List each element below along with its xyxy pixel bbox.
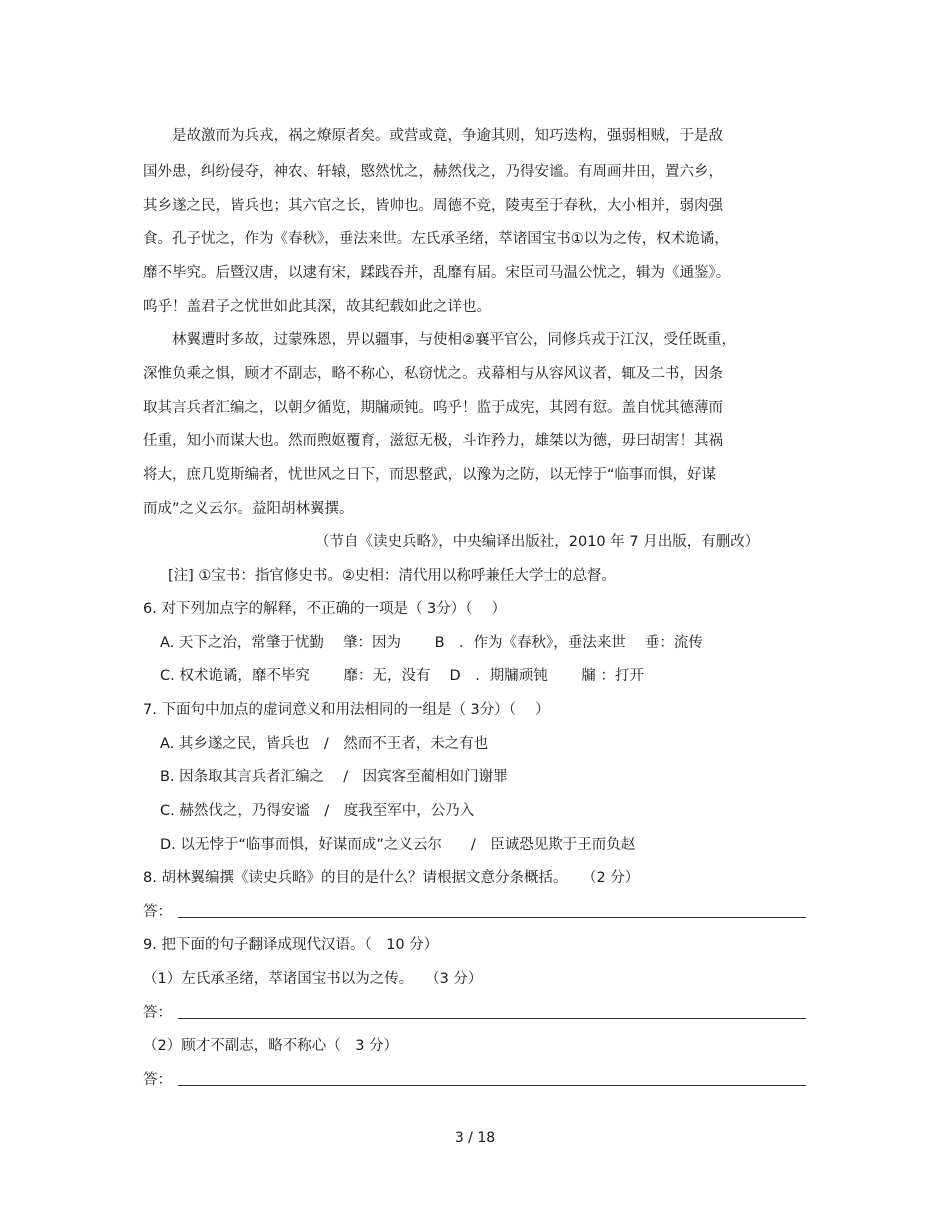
question-7-option-a: A. 其乡遂之民，皆兵也 / 然而不王者，未之有也: [160, 736, 489, 752]
question-9-sentence-1-answer-line[interactable]: [178, 1018, 806, 1019]
page-number: 3 / 18: [454, 1130, 496, 1146]
passage-p2-line-3: 取其言兵者汇编之，以朝夕循览，期牖顽钝。呜乎！监于成宪，其罔有愆。盖自忧其德薄而: [143, 400, 723, 416]
question-8-stem: 8. 胡林翼编撰《读史兵略》的目的是什么？请根据文意分条概括。 （2 分）: [143, 870, 640, 886]
passage-p2-line-5: 将大，庶几览斯编者，忧世风之日下，而思整武，以豫为之防，以无悖于“临事而惧，好谋: [143, 467, 717, 483]
question-9-sentence-2: （2）顾才不副志，略不称心（ 3 分）: [143, 1038, 399, 1054]
passage-p2-line-1: 林翼遭时多故，过蒙殊恩，畀以疆事，与使相②襄平官公，同修兵戎于江汉，受任既重，: [143, 332, 736, 348]
footnotes: [注] ①宝书：指官修史书。②史相：清代用以称呼兼任大学士的总督。: [168, 568, 616, 584]
passage-p1-line-4: 食。孔子忧之，作为《春秋》，垂法来世。左氏承圣绪，萃诸国宝书①以为之传，权术诡谲，: [143, 231, 729, 247]
source-citation: （节自《读史兵略》，中央编译出版社，2010 年 7 月出版，有删改）: [315, 534, 760, 550]
question-9-sentence-1-answer-label: 答：: [143, 1005, 172, 1021]
passage-p1-line-1: 是故激而为兵戎，祸之燎原者矣。或营或竟，争逾其则，知巧迭构，强弱相贼，于是敌: [143, 128, 723, 144]
question-9-sentence-2-answer-line[interactable]: [178, 1085, 806, 1086]
passage-p1-line-5: 靡不毕究。后暨汉唐，以逮有宋，蹂践吞并，乱靡有届。宋臣司马温公忧之，辑为《通鉴》。: [143, 265, 731, 281]
question-7-option-b: B. 因条取其言兵者汇编之 / 因宾客至蔺相如门谢罪: [160, 769, 508, 785]
question-9-sentence-2-answer-label: 答：: [143, 1072, 172, 1088]
passage-p1-line-2: 国外患，纠纷侵夺，神农、轩辕，愍然忧之，赫然伐之，乃得安谧。有周画井田，置六乡，: [143, 164, 723, 180]
passage-p2-line-2: 深惟负乘之惧，顾才不副志，略不称心，私窃忧之。戎幕相与从容风议者，辄及二书，因条: [143, 366, 723, 382]
passage-p1-line-3: 其乡遂之民，皆兵也；其六官之长，皆帅也。周德不竞，陵夷至于春秋，大小相并，弱肉强: [143, 198, 723, 214]
question-9-sentence-1: （1）左氏承圣绪，萃诸国宝书以为之传。 （3 分）: [143, 971, 483, 987]
passage-p2-line-6: 而成”之义云尔。益阳胡林翼撰。: [143, 501, 354, 517]
question-7-stem: 7. 下面句中加点的虚词意义和用法相同的一组是（ 3分）（ ）: [143, 702, 550, 718]
question-6-options-ab: A. 天下之治，常肇于忧勤 肇：因为 B ．作为《春秋》，垂法来世 垂：流传: [160, 635, 703, 651]
passage-p1-line-6: 呜乎！盖君子之忧世如此其深，故其纪载如此之详也。: [143, 299, 491, 315]
question-9-stem: 9. 把下面的句子翻译成现代汉语。（ 10 分）: [143, 937, 439, 953]
question-6-stem: 6. 对下列加点字的解释，不正确的一项是（ 3分）（ ）: [143, 601, 507, 617]
passage-p2-line-4: 任重，知小而谋大也。然而煦妪覆育，滋愆无极，斗诈矜力，雄桀以为德，毋曰胡害！其祸: [143, 433, 723, 449]
question-8-answer-line[interactable]: [178, 917, 806, 918]
question-7-option-c: C. 赫然伐之，乃得安谧 / 度我至军中，公乃入: [160, 803, 475, 819]
question-8-answer-label: 答：: [143, 904, 172, 920]
question-7-option-d: D. 以无悖于“临事而惧，好谋而成”之义云尔 / 臣诚恐见欺于王而负赵: [160, 837, 636, 853]
question-6-options-cd: C. 权术诡谲，靡不毕究 靡：无，没有 D ．期牖顽钝 牖 ：打开: [160, 668, 644, 684]
